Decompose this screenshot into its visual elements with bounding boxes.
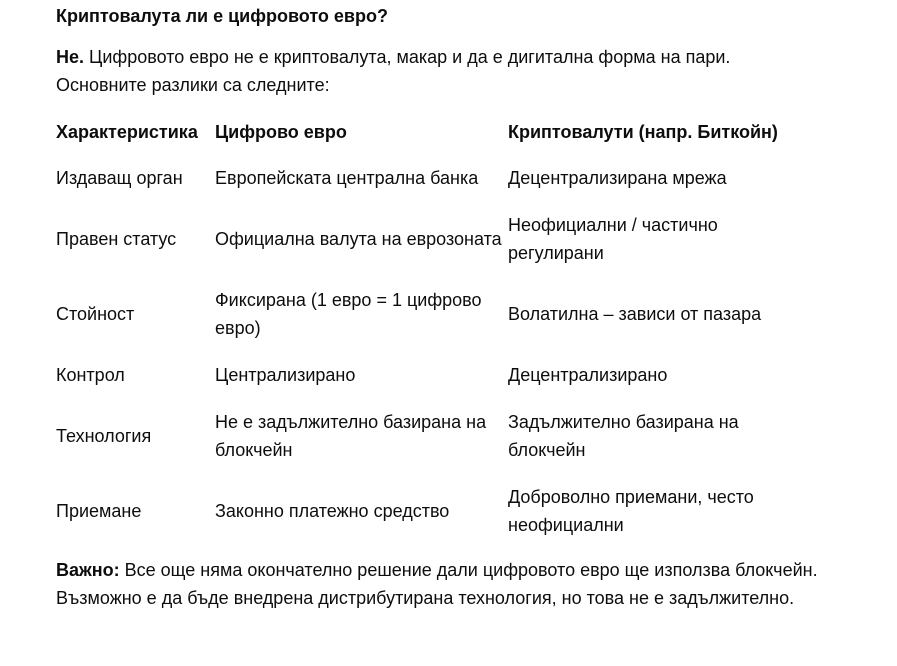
table-row (56, 201, 808, 276)
cell-crypto (508, 276, 808, 351)
cell-crypto-text: Задължително базирана на блокчейн (508, 411, 739, 460)
cell-feature-text: Приемане (56, 500, 142, 521)
cell-feature (56, 276, 215, 351)
cell-digital-euro-text: Европейската централна банка (215, 167, 479, 188)
table-header-row (56, 110, 808, 154)
cell-digital-euro-text: Не е задължително базирана на блокчейн (215, 411, 487, 460)
table-row (56, 398, 808, 473)
cell-feature (56, 473, 215, 548)
cell-feature-text: Правен статус (56, 228, 177, 249)
cell-crypto-text: Доброволно приемани, често неофициални (508, 486, 754, 535)
cell-digital-euro (215, 201, 508, 276)
table-row (56, 276, 808, 351)
note-paragraph (56, 556, 836, 612)
cell-crypto-text: Волатилна – зависи от пазара (508, 303, 762, 324)
intro-paragraph (56, 43, 816, 99)
cell-crypto-text: Децентрализирано (508, 364, 668, 385)
section-heading: Криптовалута ли е цифровото евро? (56, 6, 388, 26)
cell-crypto-text: Децентрализирана мрежа (508, 167, 727, 188)
header-digital-euro: Цифрово евро (215, 122, 347, 142)
cell-digital-euro-text: Фиксирана (1 евро = 1 цифрово евро) (215, 289, 482, 338)
cell-feature (56, 154, 215, 201)
cell-digital-euro (215, 276, 508, 351)
intro-lead: Не. (56, 47, 85, 67)
note-text: Все още няма окончателно решение дали цифровото евро ще използва блокчейн. Възможно е да бъде внедрена дистрибутирана технология, но това не е задължително. (56, 560, 818, 608)
table-row (56, 351, 808, 398)
header-feature: Характеристика (56, 122, 198, 142)
cell-feature-text: Стойност (56, 303, 135, 324)
cell-digital-euro-text: Централизирано (215, 364, 356, 385)
cell-feature (56, 351, 215, 398)
cell-digital-euro (215, 351, 508, 398)
cell-crypto (508, 473, 808, 548)
cell-digital-euro (215, 154, 508, 201)
cell-feature-text: Технология (56, 425, 152, 446)
cell-feature (56, 398, 215, 473)
comparison-table (56, 110, 808, 548)
cell-crypto-text: Неофициални / частично регулирани (508, 214, 718, 263)
note-lead: Важно: (56, 560, 120, 580)
intro-text: Цифровото евро не е криптовалута, макар и да е дигитална форма на пари. Основните разлики са следните: (56, 47, 731, 95)
cell-crypto (508, 398, 808, 473)
cell-digital-euro (215, 473, 508, 548)
cell-digital-euro-text: Законно платежно средство (215, 500, 450, 521)
cell-feature-text: Издаващ орган (56, 167, 183, 188)
header-crypto: Криптовалути (напр. Биткойн) (508, 122, 778, 142)
cell-feature (56, 201, 215, 276)
cell-crypto (508, 351, 808, 398)
cell-crypto (508, 201, 808, 276)
cell-digital-euro (215, 398, 508, 473)
cell-digital-euro-text: Официална валута на еврозоната (215, 228, 502, 249)
cell-crypto (508, 154, 808, 201)
cell-feature-text: Контрол (56, 364, 125, 385)
table-row (56, 154, 808, 201)
table-body (56, 154, 808, 548)
table-row (56, 473, 808, 548)
